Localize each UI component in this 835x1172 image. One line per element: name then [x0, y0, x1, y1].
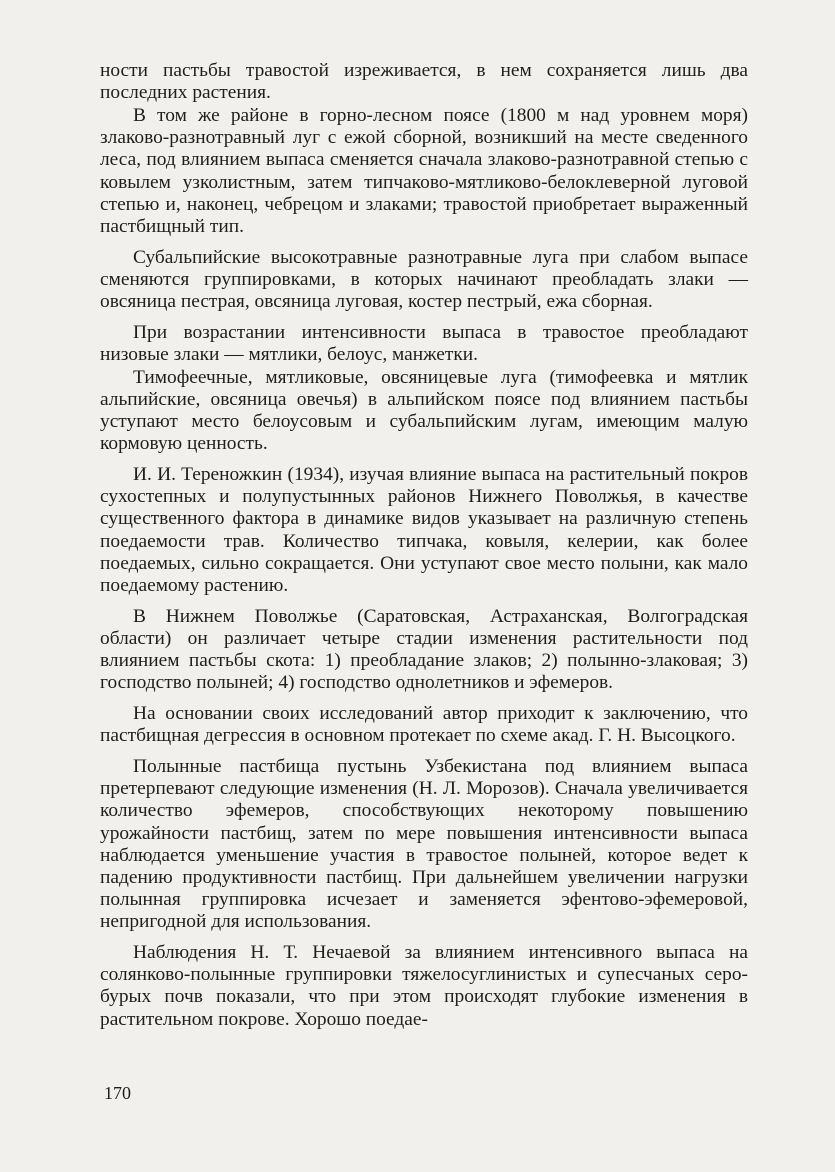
paragraph-subalpine-meadows: Субальпийские высокотравные разнотравные луга при слабом выпасе сменяются группировками, в которых начинают преобладать злаки — овсяница пестрая, овсяница луговая, костер пестрый, ежа сборная. — [100, 246, 748, 313]
page-body — [100, 60, 748, 1031]
paragraph-terenozhkin: И. И. Тереножкин (1934), изучая влияние выпаса на растительный покров сухостепных и полупустынных районов Нижнего Поволжья, в качестве существенного фактора в динамике видов указывает на различную степень поедаемости трав. Количество типчака, ковыля, келерии, как более поедаемых, сильно сокращается. Они уступают свое место полыни, как мало поедаемому растению. — [100, 463, 748, 596]
paragraph-continued: ности пастьбы травостой изреживается, в нем сохраняется лишь два последних растения. — [100, 60, 748, 104]
page-number: 170 — [104, 1083, 131, 1103]
paragraph-conclusion-vysotsky: На основании своих исследований автор приходит к заключению, что пастбищная дегрессия в основном протекает по схеме акад. Г. Н. Высоцкого. — [100, 702, 748, 747]
paragraph-uzbekistan-pastures: Полынные пастбища пустынь Узбекистана под влиянием выпаса претерпевают следующие изменения (Н. Л. Морозов). Сначала увеличивается количество эфемеров, способствующих некоторому повышению урожайности пастбищ, затем по мере повышения интенсивности выпаса наблюдается уменьшение участия в травостое полыней, которое ведет к падению продуктивности пастбищ. При дальнейшем увеличении нагрузки полынная группировка исчезает и заменяется эфентово-эфемеровой, непригодной для использования. — [100, 755, 748, 933]
paragraph-nechaeva-observations: Наблюдения Н. Т. Нечаевой за влиянием интенсивного выпаса на солянково-полынные группировки тяжелосуглинистых и супесчаных серо-бурых почв показали, что при этом происходят глубокие изменения в растительном покрове. Хорошо поедае- — [100, 942, 748, 1030]
paragraph-timothy-meadows: Тимофеечные, мятликовые, овсяницевые луга (тимофеевка и мятлик альпийские, овсяница овечья) в альпийском поясе под влиянием пастьбы уступают место белоусовым и субальпийским лугам, имеющим малую кормовую ценность. — [100, 366, 748, 455]
paragraph-lower-volga-stages: В Нижнем Поволжье (Саратовская, Астраханская, Волгоградская области) он различает четыре стадии изменения растительности под влиянием пастьбы скота: 1) преобладание злаков; 2) полынно-злаковая; 3) господство полыней; 4) господство однолетников и эфемеров. — [100, 605, 748, 694]
paragraph-mountain-forest-belt: В том же районе в горно-лесном поясе (1800 м над уровнем моря) злаково-разнотравный луг с ежой сборной, возникший на месте сведенного леса, под влиянием выпаса сменяется сначала злаково-разнотравной степью с ковылем узколистным, затем типчаково-мятликово-белоклеверной луговой степью и, наконец, чебрецом и злаками; травостой приобретает выраженный пастбищный тип. — [100, 104, 748, 237]
paragraph-grazing-intensity: При возрастании интенсивности выпаса в травостое преобладают низовые злаки — мятлики, белоус, манжетки. — [100, 321, 748, 365]
